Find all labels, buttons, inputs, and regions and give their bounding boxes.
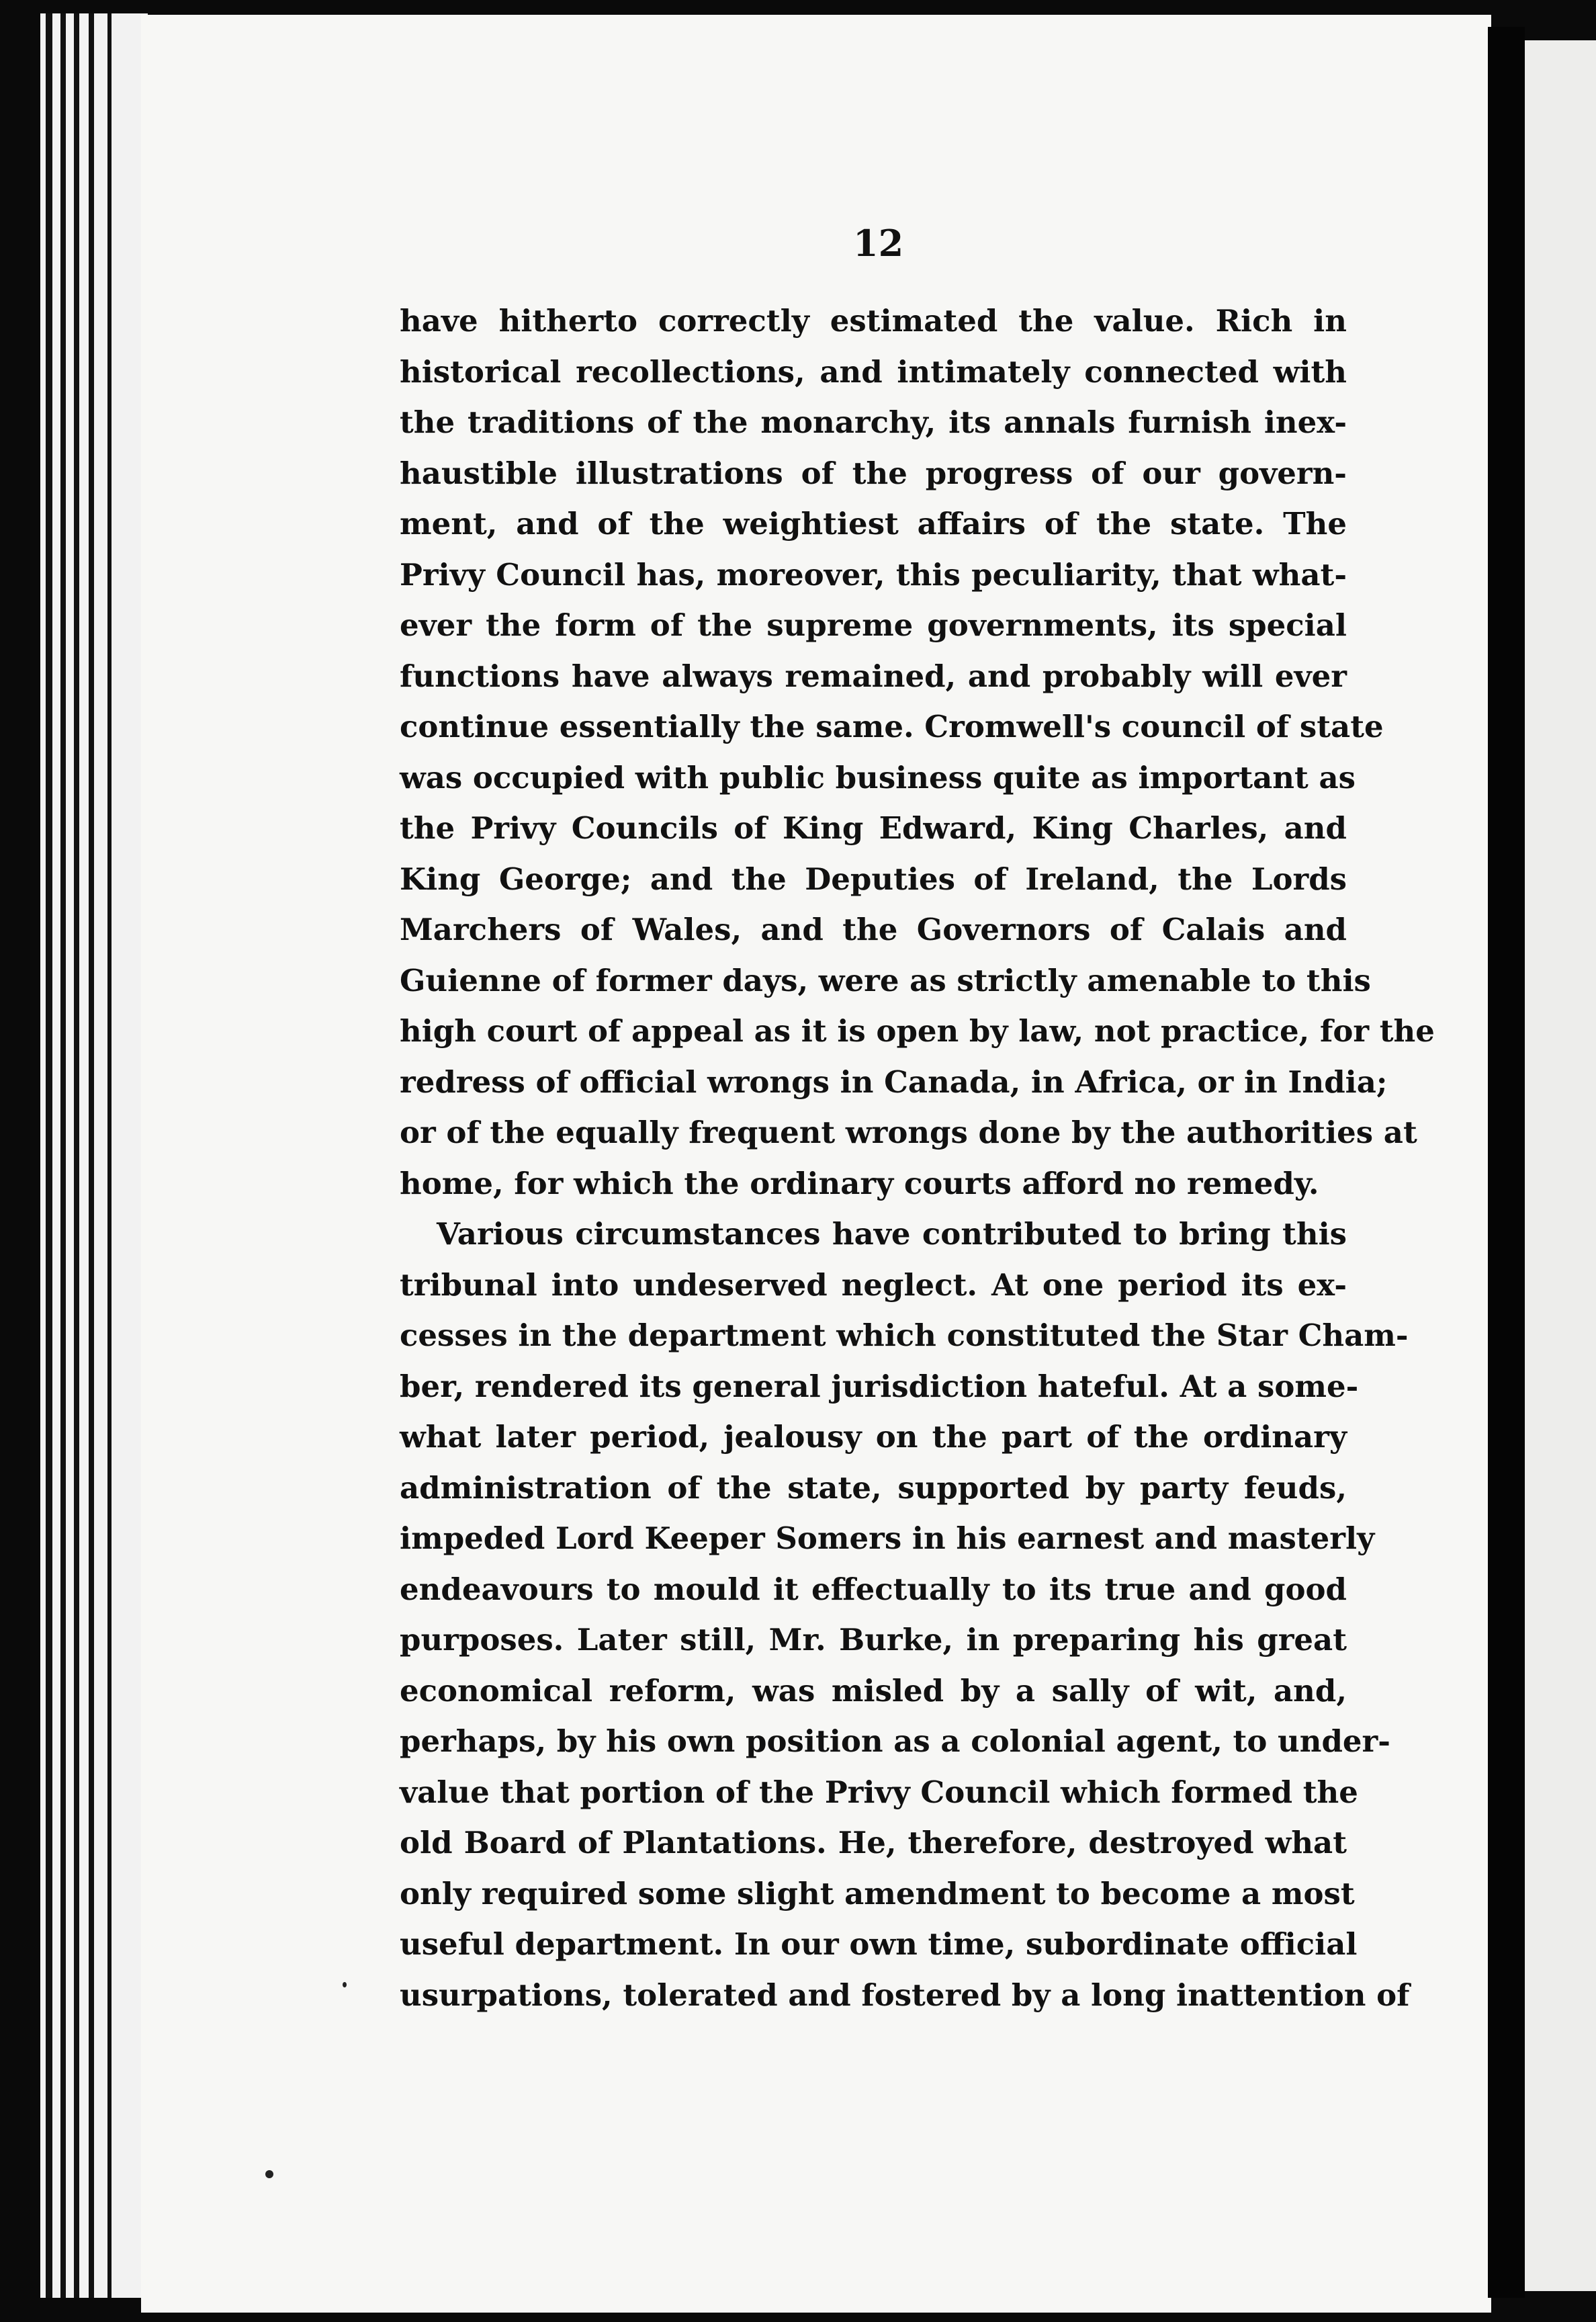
text-line: haustible illustrations of the progress of our govern- (400, 455, 1347, 491)
text-line: what later period, jealousy on the part of the ordinary (400, 1419, 1347, 1455)
text-line: Various circumstances have contributed to bring this (437, 1216, 1347, 1252)
paragraph (400, 296, 1435, 1209)
binding-rule (107, 13, 112, 2298)
text-line: ber, rendered its general jurisdiction hateful. At a some- (400, 1368, 1359, 1404)
ink-speck (265, 2170, 273, 2178)
text-line: tribunal into undeserved neglect. At one period its ex- (400, 1266, 1347, 1303)
text-line: ment, and of the weightiest affairs of the state. The (400, 506, 1347, 542)
text-line: the traditions of the monarchy, its annals furnish inex- (400, 404, 1347, 440)
text-line: economical reform, was misled by a sally of wit, and, (400, 1672, 1347, 1709)
text-line: functions have always remained, and probably will ever (400, 658, 1347, 694)
text-line: have hitherto correctly estimated the value. Rich in (400, 303, 1347, 339)
text-line: was occupied with public business quite as important as (400, 759, 1356, 796)
ink-speck (343, 1982, 347, 1987)
text-line: high court of appeal as it is open by law, not practice, for the (400, 1013, 1435, 1049)
binding-rule (74, 13, 79, 2298)
binding-rule (46, 13, 52, 2298)
text-line: purposes. Later still, Mr. Burke, in preparing his great (400, 1622, 1347, 1658)
text-line: perhaps, by his own position as a colonial agent, to under- (400, 1723, 1390, 1759)
text-line: old Board of Plantations. He, therefore, destroyed what (400, 1825, 1347, 1860)
text-line: continue essentially the same. Cromwell's council of state (400, 709, 1384, 744)
binding-rule (89, 13, 94, 2298)
text-line: endeavours to mould it effectually to its true and good (400, 1571, 1347, 1607)
paragraph (400, 1209, 1410, 2020)
text-line: the Privy Councils of King Edward, King Charles, and (400, 810, 1347, 846)
text-line: Marchers of Wales, and the Governors of Calais and (400, 912, 1347, 947)
text-line: historical recollections, and intimately connected with (400, 353, 1347, 390)
text-line: useful department. In our own time, subordinate official (400, 1926, 1358, 1962)
body-text (400, 296, 1435, 2020)
book-binding-edge (40, 13, 148, 2298)
text-line: ever the form of the supreme governments, its special (400, 607, 1347, 643)
text-line: Guienne of former days, were as strictly amenable to this (400, 962, 1371, 998)
text-line: usurpations, tolerated and fostered by a long inattention of (400, 1977, 1410, 2013)
text-line: cesses in the department which constituted the Star Cham- (400, 1318, 1409, 1353)
text-line: redress of official wrongs in Canada, in Africa, or in India; (400, 1064, 1388, 1100)
page-gutter-shadow (1488, 27, 1525, 2298)
text-line: only required some slight amendment to become a most (400, 1875, 1355, 1911)
text-line: Privy Council has, moreover, this peculiarity, that what- (400, 556, 1347, 593)
text-line: administration of the state, supported by party feuds, (400, 1469, 1347, 1506)
text-line: or of the equally frequent wrongs done by the authorities at (400, 1115, 1417, 1150)
text-line: value that portion of the Privy Council which formed the (400, 1774, 1358, 1810)
facing-page-edge (1525, 40, 1596, 2291)
text-line: impeded Lord Keeper Somers in his earnest and masterly (400, 1520, 1375, 1556)
text-line: King George; and the Deputies of Ireland, the Lords (400, 861, 1347, 897)
binding-rule (60, 13, 66, 2298)
text-line: home, for which the ordinary courts afford no remedy. (400, 1165, 1319, 1201)
page-number: 12 (853, 222, 904, 265)
